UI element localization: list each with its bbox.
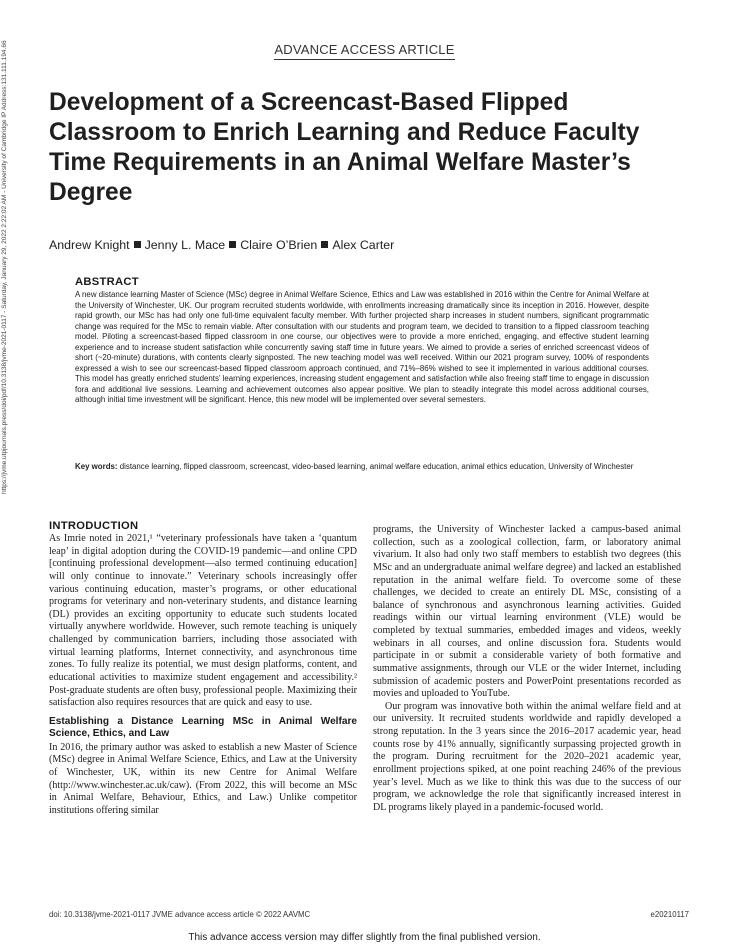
author-name: Andrew Knight <box>49 238 130 252</box>
footer-article-id: e20210117 <box>650 910 689 919</box>
page-footer <box>49 910 689 919</box>
advance-access-label <box>0 42 729 57</box>
body-paragraph: Our program was innovative both within the animal welfare field and at our university. It recruited students worldwide and rapidly developed a strong reputation. In the 3 years since the 2016–2017 academic year, head counts rose by 41% annually, significantly surpassing projected growth in the program. During recruitment for the 2020–2021 academic year, enrollment projections spiked, at one point reaching 246% of the previous year’s level. Much as we like to think this was due to the success of our program, we acknowledge the role that significantly increased interest in DL programs likely played in a pandemic-focused world. <box>373 700 681 813</box>
author-separator <box>134 241 141 248</box>
section-subheading: Establishing a Distance Learning MSc in Animal Welfare Science, Ethics, and Law <box>49 715 357 740</box>
abstract-section <box>75 276 649 406</box>
download-watermark-text: https://jvme.utpjournals.press/doi/pdf/10.3138/jvme-2021-0117 - Saturday, January 29, 2022 2:22:02 AM - University of Cambridge IP Address:131.111.194.66 <box>1 40 8 494</box>
keywords-text: distance learning, flipped classroom, screencast, video-based learning, animal welfare education, animal ethics education, University of Winchester <box>119 462 634 471</box>
abstract-heading: ABSTRACT <box>75 276 139 288</box>
introduction-heading: INTRODUCTION <box>49 520 139 532</box>
left-column <box>49 520 357 818</box>
introduction-paragraph: As Imrie noted in 2021,¹ “veterinary professionals have taken a ‘quantum leap’ in digital adoption during the COVID-19 pandemic—and online CPD [continuing professional development—also termed continuing education] will only continue to innovate.” Veterinary schools increasingly offer various continuing education, master’s programs, or other educational programs for veterinary and non-veterinary students, and distance learning (DL) provides an exciting opportunity to educate such students located virtually anywhere worldwide. However, such remote teaching is uniquely challenged by communication barriers, including those associated with virtual learning platforms, Internet connectivity, and asynchronous time zones. To fully realize its potential, we must design platforms, content, and educational activities to maximize student engagement and accessibility.² Post-graduate students are often busy, professional people. Maximizing their satisfaction also requires resources that are quick and easy to use. <box>49 533 357 709</box>
article-title: Development of a Screencast-Based Flipped Classroom to Enrich Learning and Reduce Faculty Time Requirements in an Animal Welfare Master’s Degree <box>49 89 640 206</box>
advance-access-text: ADVANCE ACCESS ARTICLE <box>274 42 454 60</box>
author-name: Claire O’Brien <box>240 238 318 252</box>
download-watermark <box>0 40 12 940</box>
footer-citation: doi: 10.3138/jvme-2021-0117 JVME advance access article © 2022 AAVMC <box>49 910 311 919</box>
author-name: Jenny L. Mace <box>144 238 226 252</box>
abstract-text: A new distance learning Master of Science (MSc) degree in Animal Welfare Science, Ethics and Law was established in 2016 within the Centre for Animal Welfare at the University of Winchester, UK. Our program recruited students worldwide, with enrollments increasing dramatically since its inception in 2016. However, despite rapid growth, our MSc has had only one full-time equivalent faculty member. With further projected sharp increases in student numbers, significant programmatic change was required for the MSc to remain viable. After consultation with our students and program team, we decided to transition to a flipped classroom teaching model. Piloting a screencast-based flipped classroom in one course, our objectives were to provide a more enriched, engaging, and effective student learning experience and to increase student satisfaction while concurrently saving staff time in future years. We aimed to provide a series of enriched screencast videos of short (~20-minute) durations, with contents clearly signposted. The new teaching model was well received. Within our 2021 program survey, 100% of respondents expressed a wish to see our screencast-based flipped classroom approach continued, and 71%–86% wished to see it implemented in various additional courses. This model has greatly enriched students’ learning experiences, increasing student engagement and satisfaction while also freeing staff time to engage in discussion fora and additional live sessions. Learning and achievement outcomes also appear positive. We plan to steadily integrate this model across additional courses, although initial time investment will be significant. Hence, this new model will be implemented over several semesters. <box>75 290 649 405</box>
subsection-paragraph: In 2016, the primary author was asked to establish a new Master of Science (MSc) degree in Animal Welfare Science, Ethics, and Law at the University of Winchester, UK, within its new Centre for Animal Welfare (http://www.winchester.ac.uk/caw). (From 2022, this will become an MSc in Animal Welfare, Behaviour, Ethics, and Law.) Unlike competitor institutions offering similar <box>49 741 357 816</box>
right-column <box>373 524 681 814</box>
keywords-label: Key words: <box>75 462 118 471</box>
author-separator <box>321 241 328 248</box>
author-name: Alex Carter <box>332 238 395 252</box>
version-disclaimer: This advance access version may differ slightly from the final published version. <box>188 932 541 943</box>
keywords-section <box>75 462 649 473</box>
body-paragraph: programs, the University of Winchester lacked a campus-based animal collection, such as a zoological collection, farm, or laboratory animal vivarium. It also had only two staff members to establish two degrees (this MSc and an undergraduate animal welfare degree) and lacked an established reputation in the animal welfare field. To overcome some of these challenges, we decided to create an entirely DL MSc, consisting of a balance of synchronous and asynchronous learning activities. Guided readings within our virtual learning environment (VLE) would be completed by textual summaries, embedded images and videos, weekly webinars in all courses, and online discussion fora. Students would participate in or submit a considerable variety of both formative and summative assignments, through our VLE or the wider Internet, including submission of academic posters and PowerPoint presentations recorded as movies and uploaded to YouTube. <box>373 524 681 700</box>
author-separator <box>229 241 236 248</box>
author-list <box>49 238 689 252</box>
